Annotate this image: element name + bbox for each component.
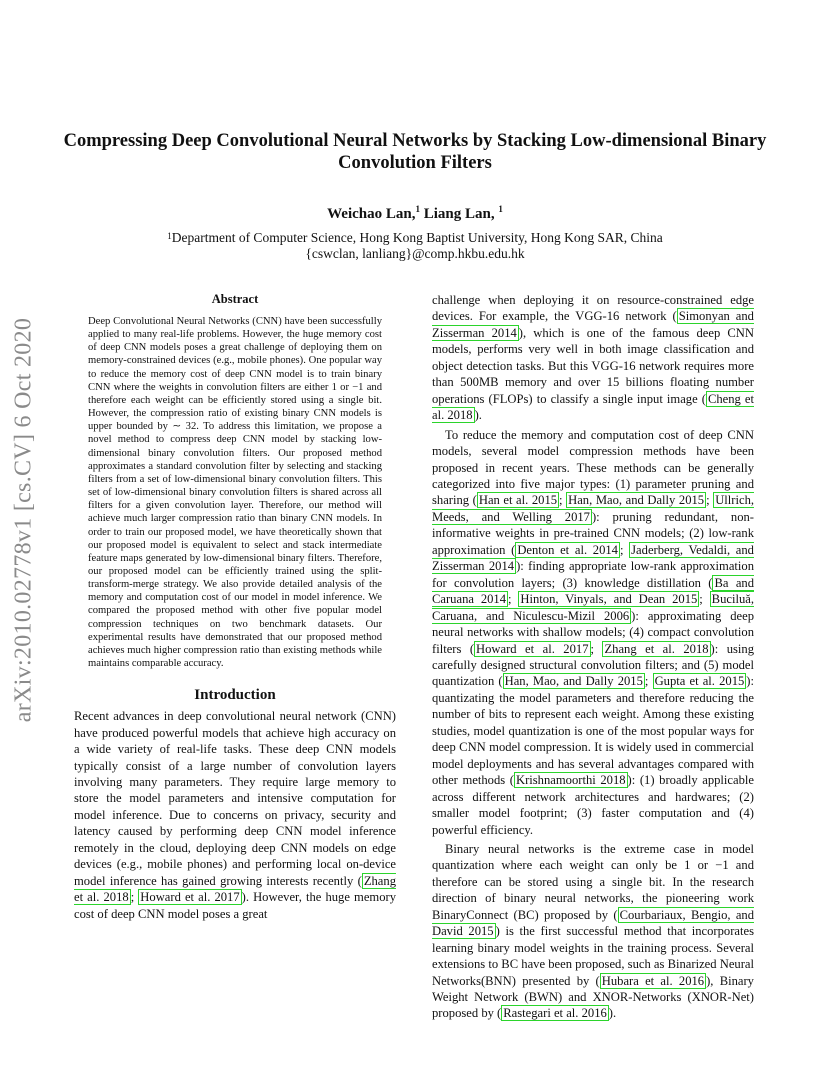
text-run: ; — [130, 890, 139, 905]
paper-title: Compressing Deep Convolutional Neural Networks by Stacking Low-dimensional Binary Convolution Filters — [63, 131, 767, 173]
affiliation-line: Department of Computer Science, Hong Kong Baptist University, Hong Kong SAR, China — [171, 230, 663, 245]
body-paragraph — [432, 841, 754, 1022]
text-run: ; — [644, 674, 653, 689]
left-column — [74, 292, 396, 922]
citation-link[interactable]: Han et al. 2015 — [478, 493, 558, 508]
citation-link[interactable]: Han, Mao, and Dally 2015 — [568, 493, 705, 508]
right-column — [432, 292, 754, 1022]
citation-link[interactable]: Zhang et al. 2018 — [604, 641, 709, 656]
text-run: ; — [590, 641, 603, 656]
intro-paragraph — [74, 708, 396, 922]
text-run: ): approximating deep neural networks with shallow models; (4) compact convolution filters ( — [432, 608, 754, 656]
citation-link[interactable]: Denton et al. 2014 — [517, 542, 618, 557]
text-run: ): finding appropriate low-rank approximation for convolution layers; (3) knowledge distillation ( — [432, 559, 755, 590]
author-affil-mark: 1 — [498, 204, 503, 214]
affiliation — [60, 230, 770, 262]
introduction-heading: Introduction — [194, 687, 276, 704]
citation-link[interactable]: Buciluǎ, Caruana, and Niculescu-Mizil 2006 — [432, 592, 754, 623]
abstract-text: Deep Convolutional Neural Networks (CNN) have been successfully applied to many real-life problems. However, the huge memory cost of deep CNN models poses a great challenge of deploying them on memory-constrained devices (e.g., mobile phones). One popular way to reduce the memory cost of deep CNN model is to train binary CNN where the weights in convolution filters are either 1 or −1 and therefore each weight can be efficiently stored using a single bit. However, the compression ratio of existing binary CNN models is upper bounded by ∼ 32. To address this limitation, we propose a novel method to compress deep CNN model by stacking low-dimensional binary convolution filters. Our proposed method approximates a standard convolution filter by selecting and stacking filters from a set of low-dimensional binary convolution filters. This set of low-dimensional binary convolution filters is shared across all filters for a given convolution layer. Therefore, our method will achieve much larger compression ratio than binary CNN models. In order to train our proposed model, we have theoretically shown that our proposed model is equivalent to select and stack intermediate feature maps generated by low-dimensional binary filters. Therefore, our proposed model can be efficiently trained using the split-transform-merge strategy. We also provide detailed analysis of the memory and computation cost of our model in model inference. We compared the proposed method with other five popular model compression techniques on two benchmark datasets. Our experimental results have demonstrated that our proposed method achieves much higher compression ratio than existing methods while maintains comparable accuracy. — [88, 316, 382, 670]
citation-link[interactable]: Zhang et al. 2018 — [74, 873, 396, 905]
text-run: ): pruning redundant, non-informative weights in pre-trained CNN models; (2) low-rank approximation ( — [432, 509, 754, 557]
text-run: ) is the first successful method that incorporates learning binary model weights in the training process. Several extensions to BC have been proposed, such as Binarized Neural Networks(BNN) presented by ( — [432, 924, 754, 988]
text-run: ; — [508, 592, 519, 607]
citation-link[interactable]: Howard et al. 2017 — [140, 890, 240, 905]
text-run: ), Binary Weight Network (BWN) and XNOR-Networks (XNOR-Net) proposed by ( — [432, 973, 754, 1021]
text-run: ). However, the huge memory cost of deep CNN model poses a great — [74, 890, 396, 921]
citation-link[interactable]: Krishnamoorthi 2018 — [515, 773, 626, 788]
text-run: ). — [474, 408, 482, 423]
text-run: Recent advances in deep convolutional neural network (CNN) have produced powerful models that achieve high accuracy on a wide variety of real-life tasks. These deep CNN models typically consist of a large number of convolution layers involving many parameters. They require large memory to store the model parameters and intensive computation for model inference. Due to concerns on privacy, security and latency caused by performing deep CNN model inference remotely in the cloud, deploying deep CNN models on edge devices (e.g., mobile phones) and performing local on-device model inference has gained growing interests recently ( — [74, 709, 396, 888]
text-run: challenge when deploying it on resource-constrained edge devices. For example, the VGG-16 network ( — [432, 293, 754, 324]
author-line — [60, 206, 770, 223]
citation-link[interactable]: Rastegari et al. 2016 — [503, 1006, 607, 1021]
affil-mark: 1 — [167, 231, 172, 241]
author-emails: {cswclan, lanliang}@comp.hkbu.edu.hk — [305, 246, 525, 261]
citation-link[interactable]: Cheng et al. 2018 — [432, 391, 754, 423]
text-run: ; — [619, 542, 630, 557]
citation-link[interactable]: Hinton, Vinyals, and Dean 2015 — [520, 592, 698, 607]
citation-link[interactable]: Simonyan and Zisserman 2014 — [432, 309, 754, 340]
text-run: ): quantizating the model parameters and therefore reducing the number of bits to represent each weight. Among these existing studies, model quantization is one of the most popular ways for deep CNN model compression. It is widely used in commercial model deployments and has several advantages compared with other methods ( — [432, 674, 754, 788]
citation-link[interactable]: Howard et al. 2017 — [476, 641, 589, 656]
author-name: Weichao Lan, — [327, 206, 416, 222]
author-name: Liang Lan, — [423, 206, 495, 222]
text-run: ): using carefully designed structural convolution filters; and (5) model quantization ( — [432, 641, 754, 689]
author-affil-mark: 1 — [415, 204, 420, 214]
text-run: ; — [699, 592, 710, 607]
text-run: ), which is one of the famous deep CNN models, performs very well in both image classification and object detection tasks. But this VGG-16 network requires more than 500MB memory and over 15 billions floating number operations (FLOPs) to classify a single input image ( — [432, 325, 754, 406]
text-run: Binary neural networks is the extreme case in model quantization where each weight can only be 1 or −1 and therefore can be stored using a single bit. In the research direction of binary neural networks, the pioneering work BinaryConnect (BC) proposed by ( — [432, 841, 754, 922]
citation-link[interactable]: Han, Mao, and Dally 2015 — [504, 674, 643, 689]
text-run: ). — [608, 1006, 617, 1021]
text-run: ; — [706, 493, 714, 508]
citation-link[interactable]: Ullrich, Meeds, and Welling 2017 — [432, 493, 755, 524]
text-run: ): (1) broadly applicable across different network architectures and hardwares; (2) smaller model footprint; (3) faster computation and (4) powerful efficiency. — [432, 773, 754, 837]
citation-link[interactable]: Jaderberg, Vedaldi, and Zisserman 2014 — [432, 542, 754, 574]
arxiv-id[interactable]: arXiv:2010.02778v1 [cs.CV] 6 Oct 2020 — [10, 317, 37, 723]
citation-link[interactable]: Courbariaux, Bengio, and David 2015 — [432, 907, 755, 939]
citation-link[interactable]: Gupta et al. 2015 — [654, 674, 745, 689]
body-paragraph — [432, 427, 754, 838]
arxiv-stamp — [0, 280, 50, 760]
citation-link[interactable]: Hubara et al. 2016 — [601, 973, 705, 988]
abstract-heading: Abstract — [211, 292, 259, 306]
citation-link[interactable]: Ba and Caruana 2014 — [432, 575, 754, 607]
text-run: ; — [559, 493, 567, 508]
body-paragraph — [432, 292, 754, 424]
text-run: To reduce the memory and computation cost of deep CNN models, several model compression methods have been proposed in recent years. These methods can be generally categorized into five major types: (1) parameter pruning and sharing ( — [432, 427, 754, 508]
